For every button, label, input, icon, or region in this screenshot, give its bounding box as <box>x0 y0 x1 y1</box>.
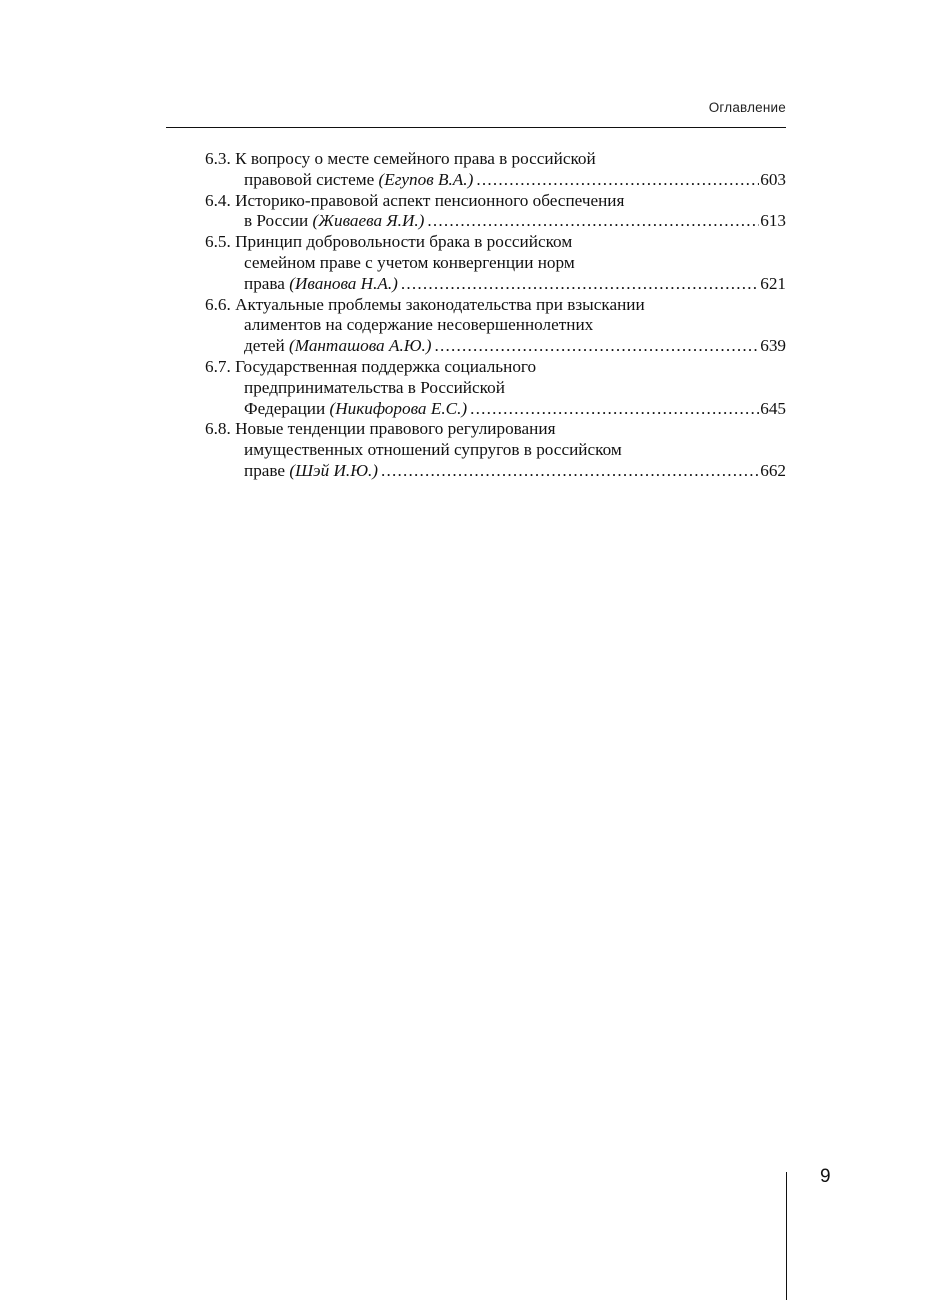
toc-entry-6-4[interactable] <box>205 191 786 233</box>
toc-entry-first-line <box>205 419 786 440</box>
toc-entry-6-6[interactable] <box>205 295 786 357</box>
toc-entry-title-end: праве <box>244 460 286 480</box>
toc-leader-dots <box>476 170 759 191</box>
toc-entry-first-line <box>205 149 786 170</box>
toc-entry-number: 6.4. <box>205 190 231 210</box>
toc-entry-title: Государственная поддержка социального <box>235 356 537 376</box>
toc-entry-page: 621 <box>760 273 786 293</box>
toc-entry-title-end: правовой системе <box>244 169 375 189</box>
toc-entry-title: Новые тенденции правового регулирования <box>235 419 556 439</box>
toc-entry-last-line <box>205 170 786 191</box>
toc-entry-author: (Шэй И.Ю.) <box>289 460 378 480</box>
toc-entry-last-line <box>205 211 786 232</box>
toc-entry-number: 6.7. <box>205 356 231 376</box>
toc-entry-page: 645 <box>760 398 786 418</box>
toc-entry-title-end: права <box>244 273 285 293</box>
toc-leader-dots <box>470 399 759 420</box>
running-head: Оглавление <box>708 100 786 115</box>
toc-entry-last-line <box>205 274 786 295</box>
page-number-rule <box>786 1172 787 1300</box>
header-rule <box>166 127 786 128</box>
toc-entry-author: (Никифорова Е.С.) <box>329 398 468 418</box>
toc-entry-6-3[interactable] <box>205 149 786 191</box>
toc-leader-dots <box>427 211 759 232</box>
toc-entry-page: 639 <box>760 336 786 356</box>
toc-entry-continuation: имущественных отношений супругов в российском <box>244 440 622 460</box>
toc-entry-title-end: в России <box>244 211 309 231</box>
toc-entry-author: (Живаева Я.И.) <box>312 211 425 231</box>
toc-entry-6-5[interactable] <box>205 232 786 294</box>
toc-entry-last-line <box>205 399 786 420</box>
toc-leader-dots <box>435 336 760 357</box>
toc-entry-title-end: Федерации <box>244 398 326 418</box>
toc-entry-author: (Иванова Н.А.) <box>289 273 398 293</box>
toc-entry-continuation: семейном праве с учетом конвергенции норм <box>244 252 575 272</box>
toc-entry-first-line <box>205 295 786 316</box>
page-number: 9 <box>820 1166 831 1187</box>
toc-entry-last-line <box>205 461 786 482</box>
toc-entry-first-line <box>205 232 786 253</box>
toc-entry-author: (Егупов В.А.) <box>378 169 474 189</box>
toc-entry-first-line <box>205 191 786 212</box>
toc-entry-title: Историко-правовой аспект пенсионного обеспечения <box>235 190 625 210</box>
toc-entry-continuation: предпринимательства в Российской <box>244 377 505 397</box>
toc-entry-number: 6.3. <box>205 149 231 168</box>
toc-entry-number: 6.5. <box>205 232 231 252</box>
toc-entry-page: 662 <box>760 460 786 480</box>
toc-entry-title: Актуальные проблемы законодательства при взыскании <box>235 294 645 314</box>
toc-entry-continuation: алиментов на содержание несовершеннолетних <box>244 315 594 335</box>
toc-entry-title-end: детей <box>244 336 285 356</box>
toc-entry-6-7[interactable] <box>205 357 786 419</box>
toc-entry-last-line <box>205 336 786 357</box>
toc-leader-dots <box>401 274 759 295</box>
toc-entry-title: Принцип добровольности брака в российском <box>235 232 573 252</box>
toc-entry-page: 603 <box>760 169 786 189</box>
toc-leader-dots <box>381 461 759 482</box>
toc-entry-first-line <box>205 357 786 378</box>
toc-entry-6-8[interactable] <box>205 419 786 481</box>
toc-entry-number: 6.8. <box>205 419 231 439</box>
toc-entry-page: 613 <box>760 211 786 231</box>
toc-entry-number: 6.6. <box>205 294 231 314</box>
toc-entry-title: К вопросу о месте семейного права в российской <box>235 149 596 168</box>
table-of-contents <box>205 149 786 482</box>
toc-entry-author: (Манташова А.Ю.) <box>289 336 432 356</box>
